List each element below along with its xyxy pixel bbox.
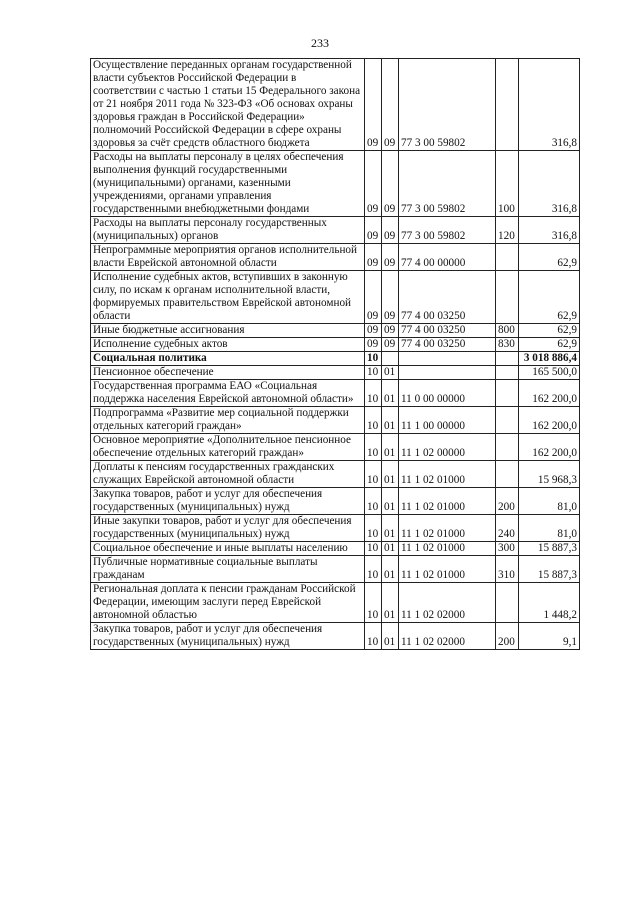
row-name-cell: Публичные нормативные социальные выплаты гражданам — [91, 556, 365, 583]
row-target-article-cell: 77 4 00 00000 — [399, 244, 496, 271]
table-row — [91, 407, 580, 434]
row-expense-type-cell: 300 — [496, 542, 519, 556]
row-name-cell: Исполнение судебных актов, вступивших в законную силу, по искам к органам исполнительной власти, формируемых правительством Еврейской автономной области — [91, 271, 365, 324]
row-target-article-cell: 77 4 00 03250 — [399, 338, 496, 352]
row-expense-type-cell — [496, 271, 519, 324]
row-section-cell: 10 — [365, 542, 382, 556]
row-target-article-cell: 11 1 02 01000 — [399, 461, 496, 488]
table-row — [91, 434, 580, 461]
row-name-cell: Пенсионное обеспечение — [91, 366, 365, 380]
row-subsection-cell: 09 — [382, 271, 399, 324]
table-row — [91, 324, 580, 338]
row-amount-cell: 162 200,0 — [519, 434, 580, 461]
table-row — [91, 515, 580, 542]
row-section-cell: 10 — [365, 380, 382, 407]
row-subsection-cell: 09 — [382, 151, 399, 217]
row-expense-type-cell — [496, 366, 519, 380]
row-subsection-cell: 09 — [382, 338, 399, 352]
row-section-cell: 09 — [365, 151, 382, 217]
row-amount-cell: 316,8 — [519, 151, 580, 217]
row-section-cell: 10 — [365, 515, 382, 542]
row-section-cell: 10 — [365, 461, 382, 488]
row-subsection-cell: 09 — [382, 244, 399, 271]
row-target-article-cell: 77 3 00 59802 — [399, 59, 496, 151]
row-subsection-cell: 09 — [382, 217, 399, 244]
row-target-article-cell: 11 1 02 01000 — [399, 515, 496, 542]
page-number: 233 — [311, 36, 329, 50]
row-section-cell: 09 — [365, 324, 382, 338]
row-amount-cell: 62,9 — [519, 324, 580, 338]
budget-table — [90, 58, 580, 650]
row-section-cell: 10 — [365, 366, 382, 380]
row-amount-cell: 81,0 — [519, 488, 580, 515]
row-target-article-cell: 11 1 02 00000 — [399, 434, 496, 461]
row-amount-cell: 3 018 886,4 — [519, 352, 580, 366]
row-name-cell: Основное мероприятие «Дополнительное пенсионное обеспечение отдельных категорий граждан» — [91, 434, 365, 461]
row-name-cell: Осуществление переданных органам государственной власти субъектов Российской Федерации в соответствии с частью 1 статьи 15 Федерального закона от 21 ноября 2011 года № 323-ФЗ «Об основах охраны здоровья граждан в Российской Федерации» полномочий Российской Федерации в сфере охраны здоровья за счёт средств областного бюджета — [91, 59, 365, 151]
row-section-cell: 09 — [365, 338, 382, 352]
table-row — [91, 338, 580, 352]
row-target-article-cell: 77 3 00 59802 — [399, 217, 496, 244]
row-section-cell: 09 — [365, 217, 382, 244]
table-row — [91, 59, 580, 151]
row-expense-type-cell — [496, 434, 519, 461]
row-amount-cell: 162 200,0 — [519, 407, 580, 434]
row-target-article-cell: 11 1 00 00000 — [399, 407, 496, 434]
table-row — [91, 461, 580, 488]
row-expense-type-cell: 800 — [496, 324, 519, 338]
row-expense-type-cell — [496, 407, 519, 434]
row-target-article-cell: 11 1 02 02000 — [399, 623, 496, 650]
row-target-article-cell — [399, 352, 496, 366]
row-section-cell: 09 — [365, 244, 382, 271]
table-row — [91, 488, 580, 515]
row-amount-cell: 162 200,0 — [519, 380, 580, 407]
row-name-cell: Иные бюджетные ассигнования — [91, 324, 365, 338]
row-expense-type-cell — [496, 583, 519, 623]
row-name-cell: Непрограммные мероприятия органов исполнительной власти Еврейской автономной области — [91, 244, 365, 271]
row-subsection-cell: 01 — [382, 380, 399, 407]
row-subsection-cell: 01 — [382, 515, 399, 542]
row-amount-cell: 165 500,0 — [519, 366, 580, 380]
row-subsection-cell: 01 — [382, 488, 399, 515]
row-amount-cell: 15 887,3 — [519, 556, 580, 583]
row-expense-type-cell — [496, 380, 519, 407]
row-section-cell: 10 — [365, 352, 382, 366]
row-name-cell: Закупка товаров, работ и услуг для обеспечения государственных (муниципальных) нужд — [91, 623, 365, 650]
table-row — [91, 271, 580, 324]
row-name-cell: Иные закупки товаров, работ и услуг для обеспечения государственных (муниципальных) нужд — [91, 515, 365, 542]
row-target-article-cell: 77 4 00 03250 — [399, 324, 496, 338]
budget-table-body — [91, 59, 580, 650]
table-row — [91, 542, 580, 556]
table-row — [91, 556, 580, 583]
row-amount-cell: 316,8 — [519, 217, 580, 244]
row-expense-type-cell: 200 — [496, 488, 519, 515]
row-expense-type-cell — [496, 244, 519, 271]
row-target-article-cell: 77 4 00 03250 — [399, 271, 496, 324]
table-row — [91, 583, 580, 623]
row-amount-cell: 316,8 — [519, 59, 580, 151]
table-row — [91, 366, 580, 380]
row-subsection-cell: 09 — [382, 59, 399, 151]
row-name-cell: Региональная доплата к пенсии гражданам Российской Федерации, имеющим заслуги перед Еврейской автономной областью — [91, 583, 365, 623]
row-target-article-cell: 11 0 00 00000 — [399, 380, 496, 407]
row-subsection-cell: 01 — [382, 434, 399, 461]
row-expense-type-cell: 200 — [496, 623, 519, 650]
row-subsection-cell: 01 — [382, 407, 399, 434]
row-section-cell: 09 — [365, 271, 382, 324]
table-row — [91, 244, 580, 271]
row-amount-cell: 62,9 — [519, 244, 580, 271]
row-amount-cell: 9,1 — [519, 623, 580, 650]
row-expense-type-cell: 310 — [496, 556, 519, 583]
row-subsection-cell: 09 — [382, 324, 399, 338]
row-subsection-cell: 01 — [382, 461, 399, 488]
row-subsection-cell: 01 — [382, 542, 399, 556]
row-name-cell: Исполнение судебных актов — [91, 338, 365, 352]
table-row — [91, 623, 580, 650]
row-section-cell: 09 — [365, 59, 382, 151]
row-target-article-cell: 11 1 02 02000 — [399, 583, 496, 623]
row-subsection-cell: 01 — [382, 583, 399, 623]
row-name-cell: Расходы на выплаты персоналу в целях обеспечения выполнения функций государственными (муниципальными) органами, казенными учреждениями, органами управления государственными внебюджетными фондами — [91, 151, 365, 217]
row-expense-type-cell — [496, 352, 519, 366]
table-row — [91, 217, 580, 244]
row-amount-cell: 62,9 — [519, 338, 580, 352]
row-target-article-cell — [399, 366, 496, 380]
row-section-cell: 10 — [365, 407, 382, 434]
row-expense-type-cell — [496, 461, 519, 488]
row-amount-cell: 15 968,3 — [519, 461, 580, 488]
row-subsection-cell: 01 — [382, 366, 399, 380]
row-target-article-cell: 11 1 02 01000 — [399, 556, 496, 583]
row-subsection-cell: 01 — [382, 556, 399, 583]
row-name-cell: Доплаты к пенсиям государственных гражданских служащих Еврейской автономной области — [91, 461, 365, 488]
row-amount-cell: 1 448,2 — [519, 583, 580, 623]
row-name-cell: Государственная программа ЕАО «Социальная поддержка населения Еврейской автономной области» — [91, 380, 365, 407]
row-target-article-cell: 11 1 02 01000 — [399, 488, 496, 515]
row-section-cell: 10 — [365, 623, 382, 650]
row-subsection-cell: 01 — [382, 623, 399, 650]
row-expense-type-cell: 240 — [496, 515, 519, 542]
row-expense-type-cell: 120 — [496, 217, 519, 244]
row-name-cell: Закупка товаров, работ и услуг для обеспечения государственных (муниципальных) нужд — [91, 488, 365, 515]
row-section-cell: 10 — [365, 434, 382, 461]
row-amount-cell: 15 887,3 — [519, 542, 580, 556]
row-section-cell: 10 — [365, 583, 382, 623]
row-amount-cell: 62,9 — [519, 271, 580, 324]
row-expense-type-cell: 100 — [496, 151, 519, 217]
row-target-article-cell: 11 1 02 01000 — [399, 542, 496, 556]
row-name-cell: Расходы на выплаты персоналу государственных (муниципальных) органов — [91, 217, 365, 244]
table-row — [91, 380, 580, 407]
row-section-cell: 10 — [365, 556, 382, 583]
row-subsection-cell — [382, 352, 399, 366]
row-name-cell: Подпрограмма «Развитие мер социальной поддержки отдельных категорий граждан» — [91, 407, 365, 434]
row-target-article-cell: 77 3 00 59802 — [399, 151, 496, 217]
table-row — [91, 352, 580, 366]
row-name-cell: Социальное обеспечение и иные выплаты населению — [91, 542, 365, 556]
table-row — [91, 151, 580, 217]
row-section-cell: 10 — [365, 488, 382, 515]
row-amount-cell: 81,0 — [519, 515, 580, 542]
row-expense-type-cell: 830 — [496, 338, 519, 352]
row-name-cell: Социальная политика — [91, 352, 365, 366]
row-expense-type-cell — [496, 59, 519, 151]
